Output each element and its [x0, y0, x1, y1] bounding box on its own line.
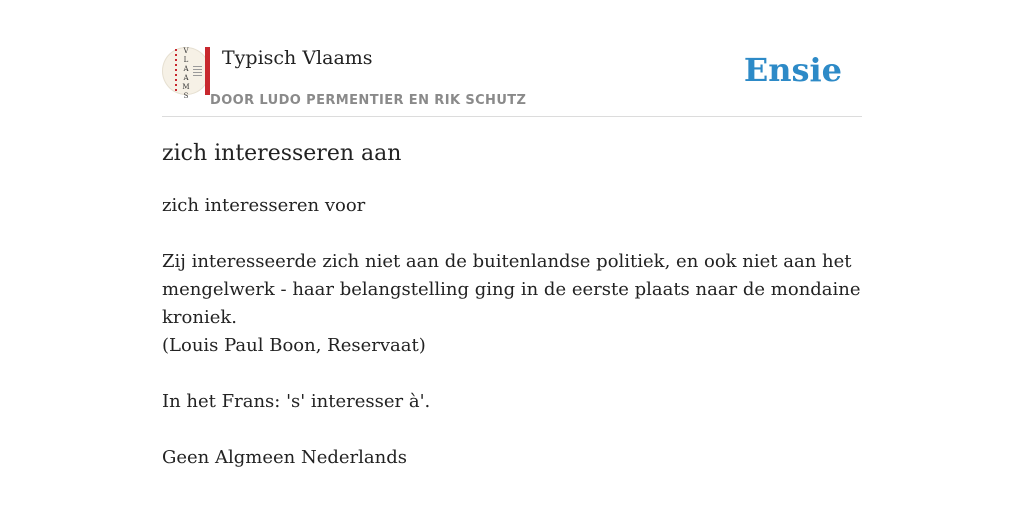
entry-french-note: In het Frans: 's' interesser à'. [162, 391, 431, 412]
avatar-text-lines [193, 66, 202, 78]
spacer [162, 360, 862, 388]
ensie-logo-link[interactable]: Ensie [743, 51, 842, 89]
avatar-letter-a1: A [183, 65, 189, 73]
entry-correction: zich interesseren voor [162, 195, 366, 216]
blog-byline: DOOR LUDO PERMENTIER EN RIK SCHUTZ [210, 93, 527, 108]
site-header [162, 46, 862, 117]
avatar-red-edge [205, 47, 210, 95]
avatar-letter-a2: A [183, 74, 189, 82]
avatar-letter-l: L [183, 56, 189, 64]
avatar-letter-v: V [183, 47, 189, 55]
entry-classification: Geen Algmeen Nederlands [162, 447, 407, 468]
spacer [162, 416, 862, 444]
avatar-stripe [175, 49, 177, 93]
entry-body [162, 192, 862, 472]
avatar-letter-m: M [182, 83, 190, 91]
spacer [162, 220, 862, 248]
entry-title: zich interesseren aan [162, 141, 402, 166]
quote-source: (Louis Paul Boon, Reservaat) [162, 335, 426, 356]
entry-content [162, 138, 862, 472]
quote-line-2: mengelwerk - haar belangstelling ging in de eerste plaats naar de mondaine [162, 279, 861, 300]
avatar-letters [181, 47, 191, 101]
avatar-letter-s: S [183, 92, 189, 100]
quote-line-3: kroniek. [162, 307, 237, 328]
blog-title-link[interactable]: Typisch Vlaams [222, 47, 373, 69]
blog-avatar-icon[interactable] [162, 47, 210, 100]
quote-line-1: Zij interesseerde zich niet aan de buitenlandse politiek, en ook niet aan het [162, 251, 852, 272]
entry-quote [162, 248, 862, 360]
